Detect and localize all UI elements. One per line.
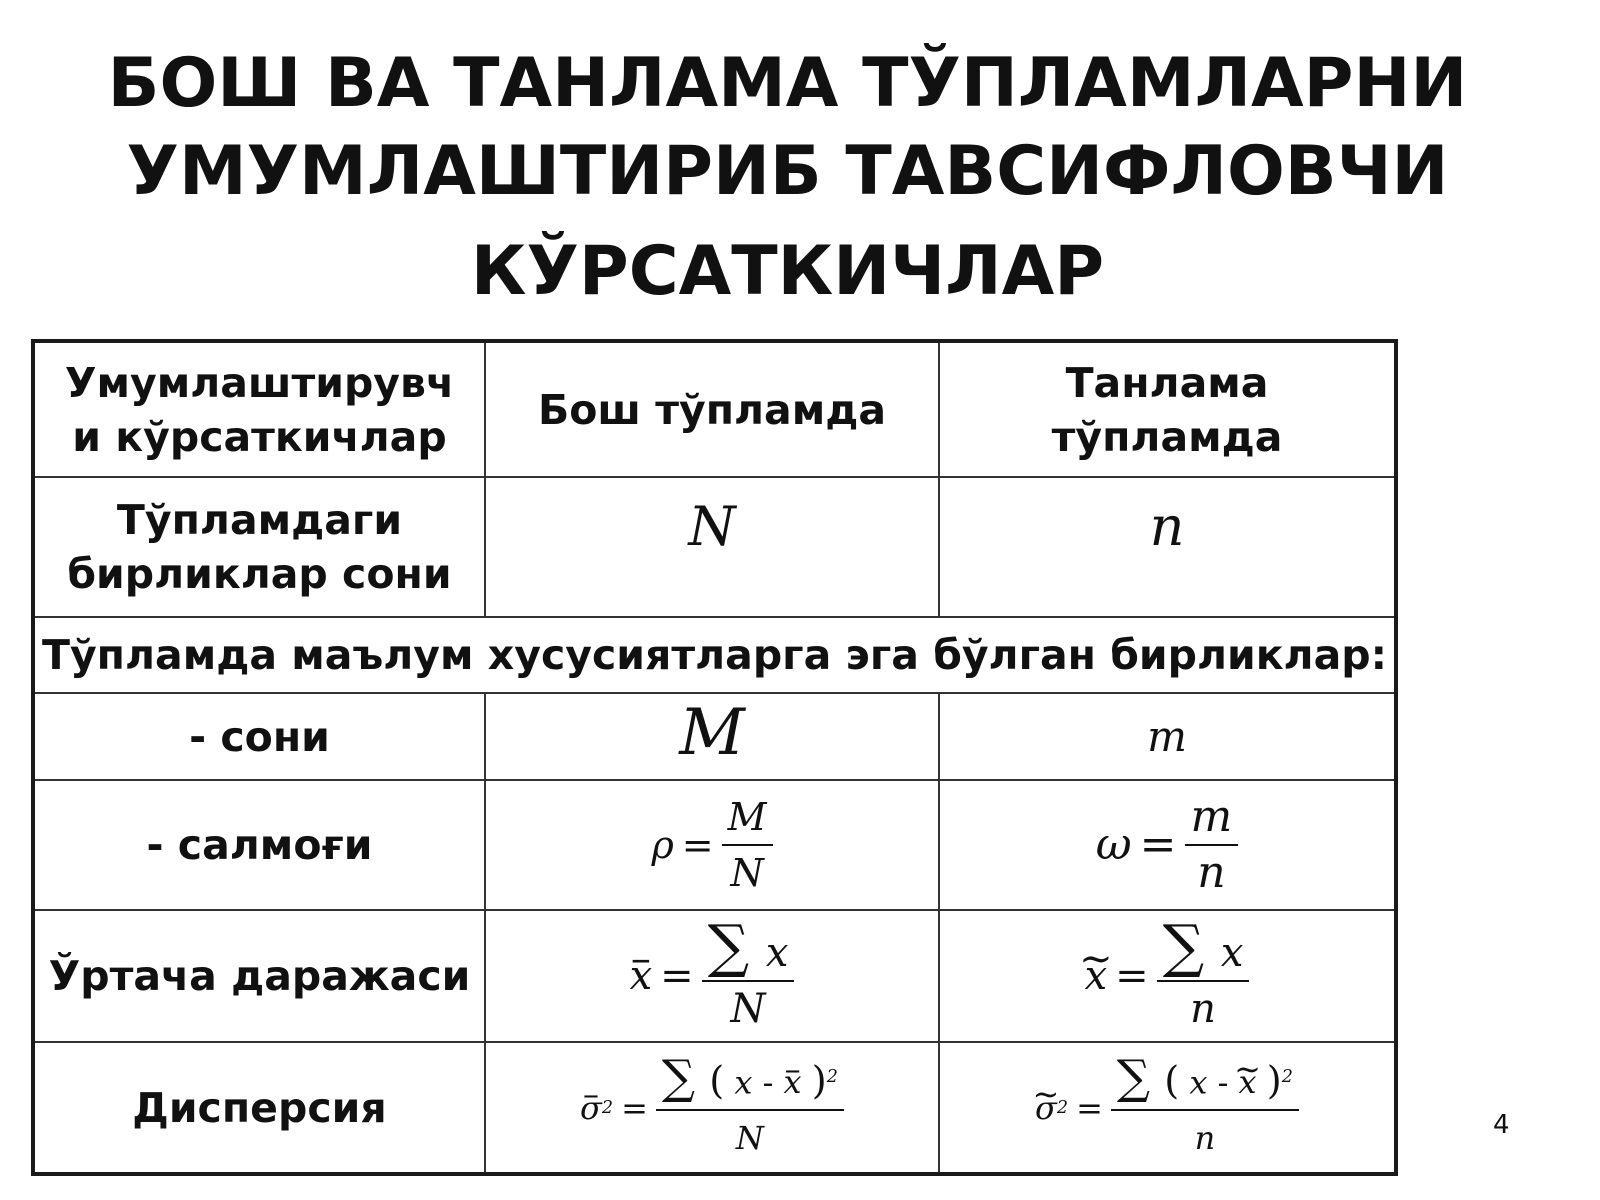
fraction-denominator: n: [1194, 1119, 1216, 1158]
mean-level-label: Ўртача даражаси: [33, 910, 485, 1042]
page-number: 4: [1493, 1110, 1510, 1140]
title-line-2: УМУМЛАШТИРИБ ТАВСИФЛОВЧИ: [126, 132, 1449, 211]
variable-x: x: [1220, 929, 1244, 976]
fraction-denominator: N: [730, 851, 764, 895]
power-2: 2: [826, 1066, 838, 1087]
symbol-N: N: [688, 495, 736, 558]
mean-general-fraction: [702, 911, 795, 1036]
sum-symbol: ∑: [661, 1050, 696, 1105]
equals-sign: =: [1139, 819, 1177, 870]
fraction-numerator: [656, 1050, 844, 1112]
feature-count-sample: [939, 693, 1396, 780]
feature-units-row: [33, 617, 1396, 693]
header-indicators-line2: и кўрсаткичлар: [72, 412, 447, 461]
fraction-denominator: n: [1197, 847, 1226, 898]
feature-count-general: [485, 693, 939, 780]
share-sample-formula: [939, 780, 1396, 910]
mean-level-row: [33, 910, 1396, 1042]
fraction-numerator: M: [722, 790, 773, 846]
fraction-numerator: [1111, 1050, 1299, 1112]
header-sample-population: [939, 341, 1396, 477]
open-paren: (: [1164, 1058, 1180, 1104]
sigma-tilde-symbol: ∼ σ: [1035, 1081, 1057, 1135]
feature-share-row: [33, 780, 1396, 910]
x-bar-symbol: – x: [630, 949, 653, 1003]
fraction-numerator: m: [1185, 790, 1239, 846]
units-count-label-line2: бирликлар сони: [67, 550, 452, 598]
share-general-formula: [485, 780, 939, 910]
variance-general-formula: [485, 1042, 939, 1174]
x-bar-symbol: – x: [784, 1055, 802, 1109]
minus-sign: -: [1217, 1063, 1229, 1102]
table-header-row: [33, 341, 1396, 477]
fraction-numerator: [1157, 911, 1250, 982]
equals-sign: =: [660, 953, 694, 999]
omega-symbol: ω: [1095, 819, 1132, 870]
feature-count-row: [33, 693, 1396, 780]
x-tilde-symbol: ∼ x: [1239, 1055, 1257, 1109]
header-sample-line2: тўпламда: [1051, 412, 1283, 461]
fraction-denominator: N: [730, 985, 766, 1032]
mean-general-formula: [485, 910, 939, 1042]
open-paren: (: [709, 1058, 725, 1104]
fraction-denominator: n: [1190, 985, 1216, 1032]
units-count-general: [485, 477, 939, 617]
minus-sign: -: [762, 1063, 774, 1102]
variable-x: x: [734, 1063, 753, 1102]
units-count-row: [33, 477, 1396, 617]
power-2: 2: [601, 1097, 614, 1118]
variance-sample-fraction: [1111, 1050, 1299, 1166]
slide-title: [0, 40, 1575, 316]
x-tilde-symbol: ∼ x: [1085, 949, 1108, 1003]
symbol-m: m: [1147, 711, 1187, 761]
title-line-3: КЎРСАТКИЧЛАР: [470, 232, 1105, 311]
symbol-n: n: [1149, 495, 1185, 558]
equals-sign: =: [621, 1088, 648, 1127]
rho-symbol: ρ: [651, 823, 674, 867]
header-sample-line1: Танлама: [1065, 358, 1269, 407]
equals-sign: =: [1115, 953, 1149, 999]
share-sample-fraction: [1185, 790, 1239, 900]
sum-symbol: ∑: [1162, 911, 1205, 980]
units-count-label: [33, 477, 485, 617]
close-paren: ): [811, 1058, 827, 1104]
close-paren: ): [1266, 1058, 1282, 1104]
units-count-label-line1: Тўпламдаги: [116, 496, 403, 544]
header-indicators: [33, 341, 485, 477]
mean-sample-fraction: [1157, 911, 1250, 1036]
mean-sample-formula: [939, 910, 1396, 1042]
power-2: 2: [1056, 1097, 1069, 1118]
variance-row: [33, 1042, 1396, 1174]
fraction-denominator: N: [735, 1119, 764, 1158]
variance-general-fraction: [656, 1050, 844, 1166]
header-indicators-line1: Умумлаштирувч: [64, 358, 455, 407]
sigma-bar-symbol: – σ: [580, 1081, 602, 1135]
fraction-numerator: [702, 911, 795, 982]
equals-sign: =: [1076, 1088, 1103, 1127]
header-general-population: Бош тўпламда: [485, 341, 939, 477]
feature-count-label: - сони: [33, 693, 485, 780]
feature-share-label: - салмоғи: [33, 780, 485, 910]
sum-symbol: ∑: [1116, 1050, 1151, 1105]
units-count-sample: [939, 477, 1396, 617]
indicators-table: [31, 339, 1398, 1176]
variance-label: Дисперсия: [33, 1042, 485, 1174]
feature-units-label: Тўпламда маълум хусусиятларга эга бўлган бирликлар:: [33, 617, 1396, 693]
sum-symbol: ∑: [707, 911, 750, 980]
equals-sign: =: [681, 823, 714, 867]
power-2: 2: [1281, 1066, 1293, 1087]
title-line-1: БОШ ВА ТАНЛАМА ТЎПЛАМЛАРНИ: [107, 44, 1468, 123]
variable-x: x: [765, 929, 789, 976]
variable-x: x: [1189, 1063, 1208, 1102]
variance-sample-formula: [939, 1042, 1396, 1174]
share-general-fraction: [722, 790, 773, 900]
symbol-M: M: [679, 696, 745, 770]
